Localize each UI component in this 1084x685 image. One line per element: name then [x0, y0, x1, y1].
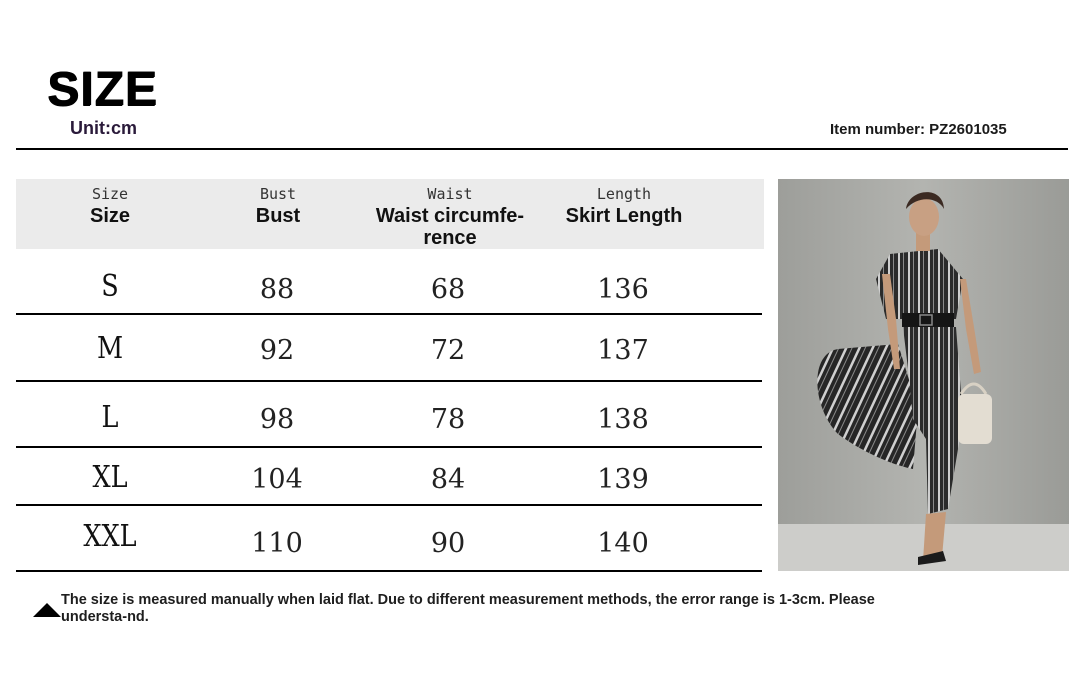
row-xxl-size: XXL: [83, 519, 137, 554]
row-divider: [16, 313, 762, 315]
row-m-waist: 72: [430, 335, 466, 366]
col-header-length-big: Skirt Length: [565, 205, 683, 227]
col-header-size-small: Size: [91, 185, 129, 203]
unit-label: Unit:cm: [70, 118, 137, 138]
row-l-waist: 78: [430, 404, 466, 435]
row-s-length: 136: [597, 274, 649, 305]
row-s-waist: 68: [430, 274, 466, 305]
row-xl-waist: 84: [430, 464, 466, 495]
product-photo: [778, 179, 1069, 571]
col-header-waist-small: Waist: [427, 185, 473, 203]
triangle-marker-icon: [33, 603, 61, 617]
row-s-size: S: [101, 269, 119, 304]
row-m-bust: 92: [259, 335, 295, 366]
col-header-bust-small: Bust: [259, 185, 297, 203]
row-l-length: 138: [597, 404, 649, 435]
row-xl-length: 139: [597, 464, 649, 495]
item-number: Item number: PZ2601035: [830, 121, 1007, 138]
row-xxl-waist: 90: [430, 528, 466, 559]
col-header-waist: [370, 185, 530, 249]
col-header-size-big: Size: [89, 205, 131, 227]
col-header-bust-big: Bust: [255, 205, 301, 227]
row-m-length: 137: [597, 335, 649, 366]
row-s-bust: 88: [259, 274, 295, 305]
row-divider: [16, 380, 762, 382]
page-title: SIZE: [47, 63, 158, 116]
handbag: [958, 394, 992, 444]
row-l-bust: 98: [259, 404, 295, 435]
col-header-waist-big: Waist circumfe- rence: [375, 205, 525, 249]
row-divider: [16, 504, 762, 506]
row-divider: [16, 570, 762, 572]
row-xxl-bust: 110: [251, 528, 303, 559]
row-l-size: L: [101, 400, 119, 435]
col-header-bust: [218, 185, 338, 227]
row-divider: [16, 446, 762, 448]
head: [909, 198, 939, 236]
col-header-length: [554, 185, 694, 227]
col-header-length-small: Length: [596, 185, 652, 203]
model-illustration: [778, 179, 1069, 571]
header-divider: [16, 148, 1068, 150]
row-m-size: M: [96, 331, 124, 366]
measurement-note: The size is measured manually when laid flat. Due to different measurement methods, the error range is 1-3cm. Please understa-nd.: [61, 592, 875, 625]
row-xl-size: XL: [92, 460, 128, 495]
row-xl-bust: 104: [251, 464, 303, 495]
col-header-size: [50, 185, 170, 227]
row-xxl-length: 140: [597, 528, 649, 559]
